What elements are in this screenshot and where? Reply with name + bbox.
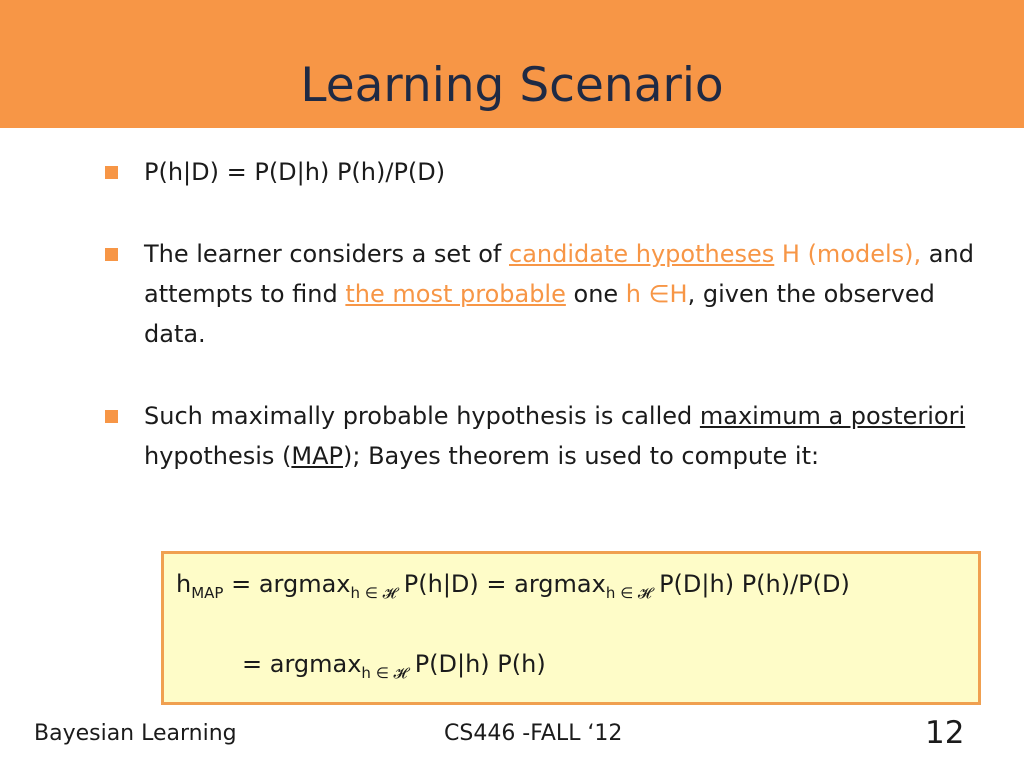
bullet-text: Such maximally probable hypothesis is called (144, 402, 700, 430)
slide-title: Learning Scenario (300, 58, 724, 113)
candidate-hypotheses-link[interactable]: candidate hypotheses (509, 240, 775, 268)
eq-term: P(D|h) P(h) (407, 650, 546, 678)
slide-number: 12 (925, 715, 965, 751)
footer-course-code: CS446 -FALL ‘12 (444, 721, 623, 746)
map-equation-box (161, 551, 981, 705)
eq-subscript: h ∈ 𝓗 (605, 584, 652, 602)
bullet-text: P(h|D) = P(D|h) P(h)/P(D) (144, 158, 446, 186)
most-probable-link[interactable]: the most probable (345, 280, 566, 308)
eq-map-subscript: MAP (191, 584, 224, 602)
square-bullet-icon (105, 410, 118, 423)
eq-argmax: = argmax (242, 650, 362, 678)
map-link[interactable]: MAP (291, 442, 343, 470)
bullet-text: and attempts to find (144, 240, 974, 308)
equation-line-1 (176, 570, 850, 602)
bullet-text: The learner considers a set of (144, 240, 509, 268)
bullet-list (100, 152, 990, 476)
bullet-text: , given the observed data. (144, 280, 935, 348)
square-bullet-icon (105, 166, 118, 179)
eq-term: P(D|h) P(h)/P(D) (651, 570, 850, 598)
eq-h: h (176, 570, 192, 598)
maximum-a-posteriori-link[interactable]: maximum a posteriori (699, 402, 966, 430)
eq-subscript: h ∈ 𝓗 (350, 584, 397, 602)
bullet-map (100, 396, 990, 476)
bullet-text: one (565, 280, 626, 308)
bullet-text: hypothesis ( (144, 442, 292, 470)
eq-subscript: h ∈ 𝓗 (361, 664, 408, 682)
h-in-H-text: h ∈H (625, 280, 688, 308)
bullet-learner (100, 234, 990, 354)
bullet-bayes-rule (100, 152, 990, 192)
eq-argmax: = argmax (223, 570, 351, 598)
eq-term: P(h|D) = argmax (396, 570, 606, 598)
models-text: H (models), (774, 240, 922, 268)
footer-course-topic: Bayesian Learning (34, 721, 237, 746)
equation-line-2 (242, 650, 546, 682)
bullet-text: ); Bayes theorem is used to compute it: (343, 442, 820, 470)
square-bullet-icon (105, 248, 118, 261)
